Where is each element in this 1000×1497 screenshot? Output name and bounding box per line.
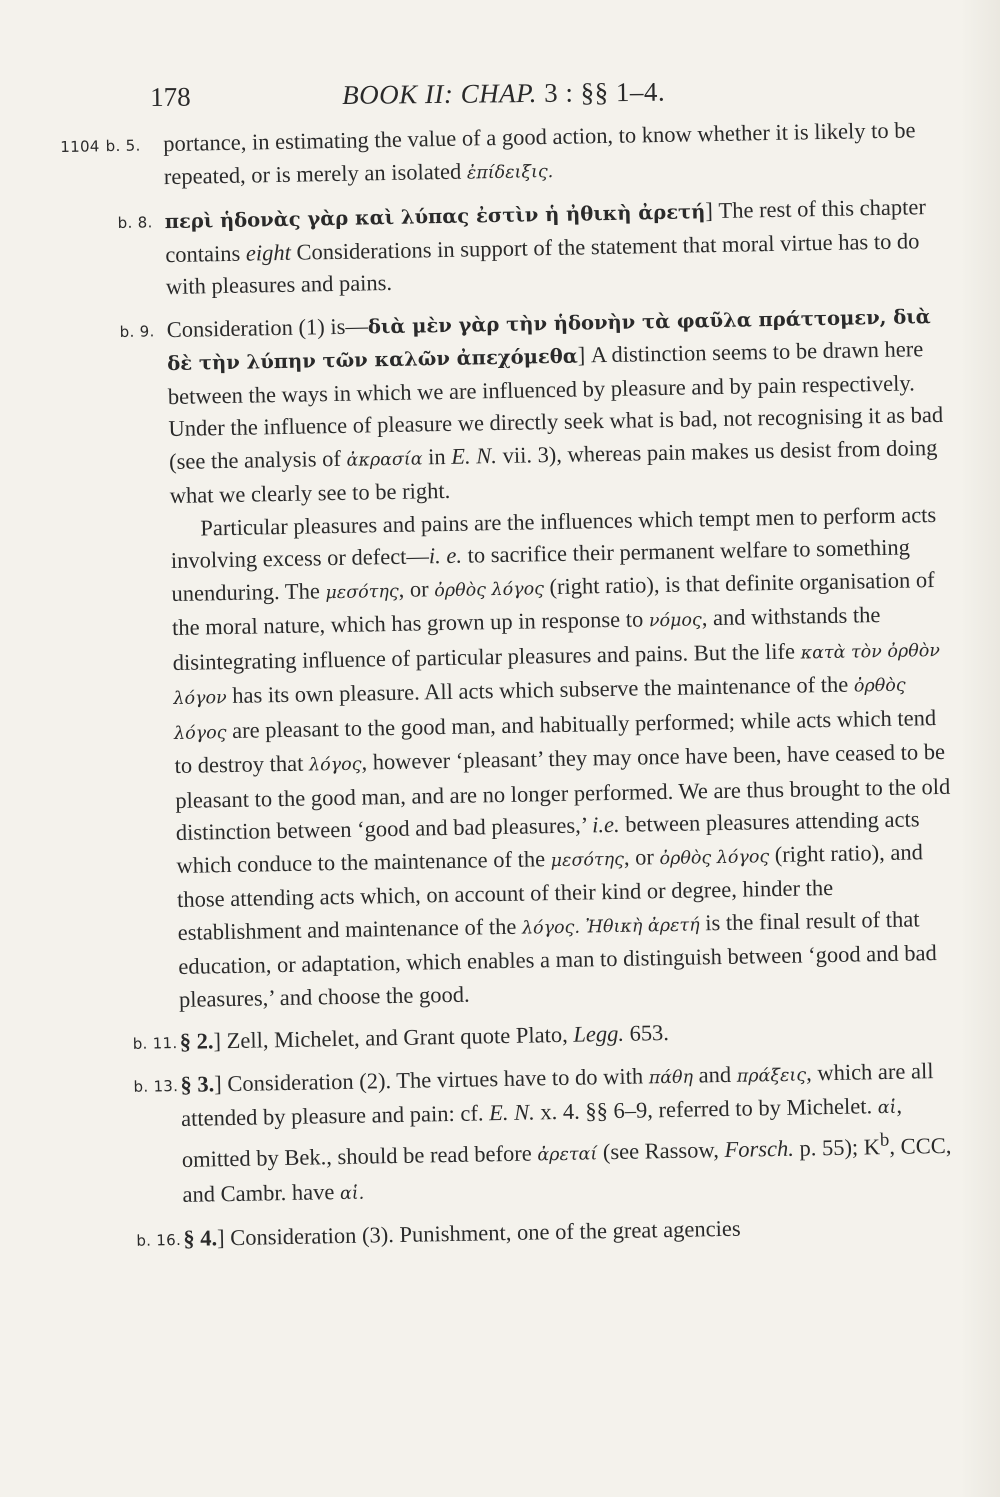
note-text-run: , CCC, and Cambr. have [182,1132,952,1207]
running-title [342,77,665,111]
note-text [180,1058,951,1207]
note-text-run: are pleasant to the good man, and habitually performed; while acts which tend to destroy that [174,704,937,779]
greek-word: αἱ. [339,1183,365,1204]
italic-word: E. N. [451,442,498,469]
greek-word: αἱ [877,1097,897,1119]
greek-word: Ἠθικὴ ἀρετή [585,914,700,938]
greek-lemma: περὶ ἡδονὰς γὰρ καὶ λύπας ἐστὶν ἡ ἠθικὴ ἀρετή [164,200,706,234]
note-text-run: is the final result of that education, or adaptation, which enables a man to distinguish between ‘good and bad pleasures,’ and choose the good. [178,905,937,1012]
note-text-run: vii. 3), whereas pain makes us desist from doing what we clearly see to be right. [169,434,938,509]
note-text-run: has its own pleasure. All acts which subserve the maintenance of the [226,671,855,709]
italic-word: Forsch. [724,1135,795,1162]
greek-word: ἀκρασία [346,448,423,471]
note-text-run: and [692,1061,737,1088]
greek-word: πράξεις [736,1064,807,1087]
note-text [183,1216,741,1251]
greek-lemma: διὰ μὲν γὰρ τὴν ἡδονὴν τὰ φαῦλα πράττομεν, διὰ δὲ τὴν λύπην τῶν καλῶν ἀπεχόμεθα [167,304,931,376]
note-b5 [60,114,941,197]
note-text-run: , which are all attended by pleasure and pain: cf. [180,1057,934,1131]
greek-word: ὀρθὸς λόγος [173,675,906,744]
greek-word: μεσότης [550,849,625,871]
note-text-run: ] A distinction seems to be drawn here between the ways in which we are influenced by pleasure and by pain respectively. Under the influence of pleasure we directly seek what is bad, not recognising it as bad (see the analysis of [167,336,944,474]
line-ref: b. 11. [132,1034,178,1053]
note-text-run: , and withstands the disintegrating influence of particular pleasures and pains. But the life [172,602,881,675]
note-text-run: to sacrifice their permanent welfare to something unenduring. The [171,534,911,606]
note-text-run: portance, in estimating the value of a good action, to know whether it is likely to be repeated, or is merely an isolated [163,117,916,189]
note-b8 [61,191,943,306]
line-ref-prefix: 1104 [60,137,100,156]
note-text-run: p. 55); K [793,1134,881,1161]
note-text-run: Considerations in support of the statement that moral virtue has to do with pleasures and pains. [165,227,920,300]
note-text [166,303,943,508]
italic-word: eight [245,239,292,266]
greek-word: κατὰ τὸν ὀρθὸν λόγον [173,640,941,710]
note-text-run: ] Consideration (2). The virtues have to do with [214,1062,649,1096]
line-ref [60,130,141,164]
note-text [179,1020,669,1054]
note-text [171,502,951,1012]
note-text-run: 653. [623,1019,670,1046]
section-mark: § 2. [179,1028,214,1054]
note-text-run: Particular pleasures and pains are the influences which tempt men to perform acts involving excess or defect— [170,501,937,574]
greek-word: λόγος. [521,917,581,939]
line-ref: b. 9. [119,321,155,341]
note-text-run: ] Consideration (3). Punishment, one of the great agencies [216,1215,741,1251]
note-text-run: Consideration (1) is— [166,312,369,342]
note-text-run: (right ratio), is that definite organisation of the moral nature, which has grown up in response to [171,566,935,641]
note-text-run: (right ratio), and those attending acts which, on account of their kind or degree, hinder the establishment and maintenance of the [176,838,924,945]
note-text-run: in [422,443,452,469]
note-b13 [77,1054,960,1215]
section-mark: § 3. [180,1070,215,1097]
greek-word: ἐπίδειξις. [466,161,554,184]
note-text-run: x. 4. §§ 6–9, referred to by Michelet. [534,1093,878,1125]
note-text-run: ] Zell, Michelet, and Grant quote Plato, [213,1021,574,1054]
note-b11 [76,1012,956,1061]
line-ref: b. 13. [133,1076,179,1096]
greek-word: ὀρθὸς λόγος [659,846,770,869]
running-header [150,76,750,122]
italic-word: i.e. [591,811,620,838]
note-text-run: , however ‘pleasant’ they may once have been, have ceased to be pleasant to the good man, and are no longer performed. We are thus brought to the old distinction between ‘good and bad pleasures,’ [175,738,951,845]
note-text-run: , omitted by Bek., should be read before [181,1092,903,1172]
greek-word: πάθη [648,1067,694,1088]
running-title-text: BOOK II: CHAP. [341,77,538,110]
note-text [163,117,916,188]
line-ref-number: b. 5. [105,136,141,156]
note-text-run: ] The rest of this chapter contains [165,194,927,267]
italic-word: Legg. [573,1020,625,1047]
line-ref: b. 8. [117,213,153,232]
page-number: 178 [150,81,191,112]
note-text [164,194,926,299]
note-b16 [80,1209,960,1258]
greek-word: ὀρθὸς λόγος [434,578,545,601]
greek-word: νόμος [648,610,702,632]
note-text-run: , or [623,843,660,870]
greek-word: μεσότης [325,581,399,603]
note-text-run: between pleasures attending acts which conduce to the maintenance of the [176,806,920,878]
italic-word: E. N. [488,1099,535,1126]
superscript: b [879,1129,890,1151]
page-edge-shadow [960,0,1000,1497]
note-b9 [63,299,946,514]
note-text-run: , or [398,575,435,602]
commentary-body [60,114,961,1257]
greek-word: λόγος [308,754,362,776]
note-text-run: (see Rassow, [596,1136,725,1165]
note-b9-continuation [67,498,956,1018]
running-title-section: 3 : §§ 1–4. [543,76,666,108]
line-ref: b. 16. [136,1230,182,1250]
section-mark: § 4. [183,1225,218,1251]
italic-word: i. e. [428,542,463,569]
greek-word: ἀρεταί [537,1144,598,1166]
